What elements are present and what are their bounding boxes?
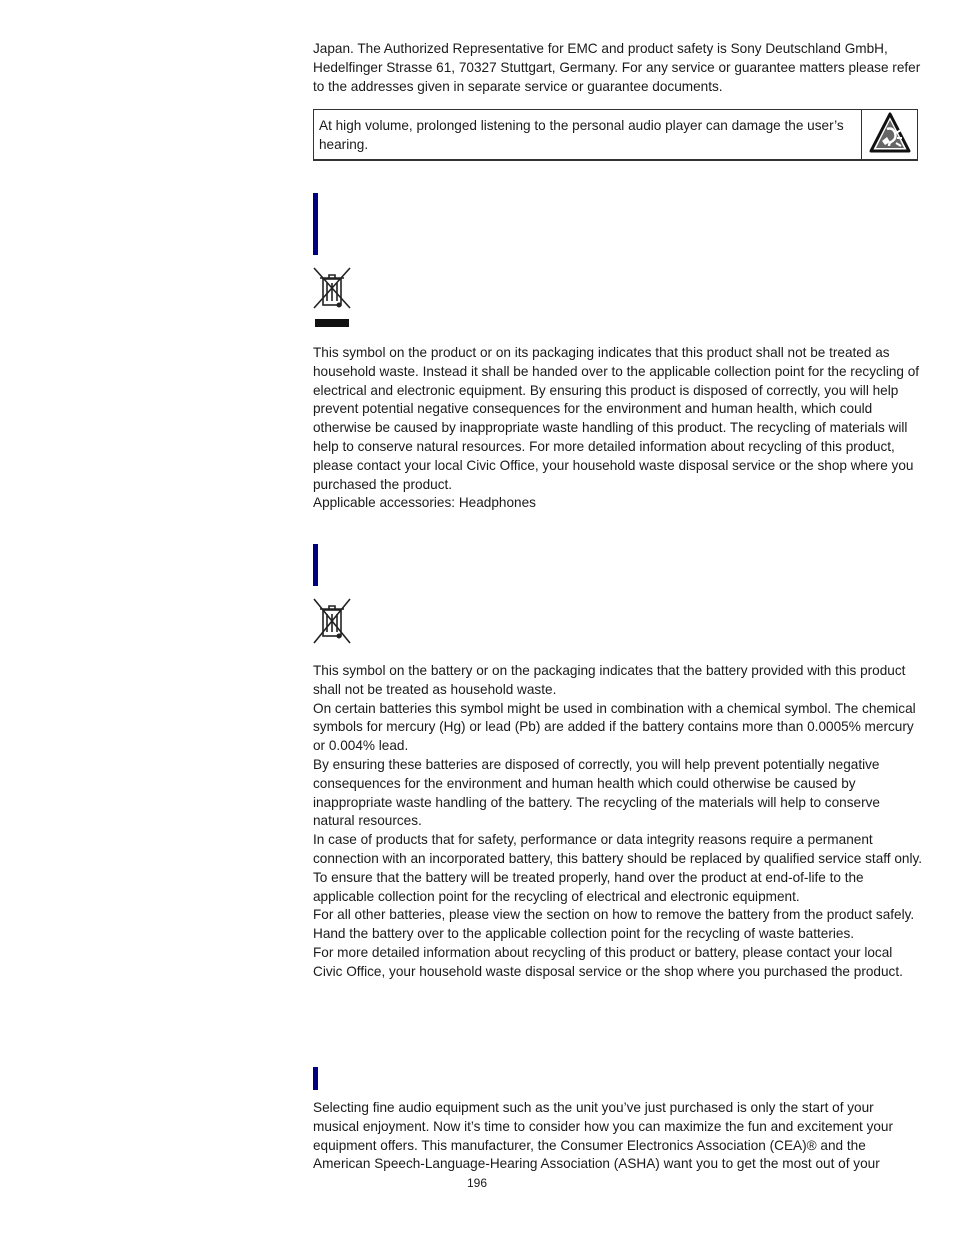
hearing-warning-text: At high volume, prolonged listening to the personal audio player can damage the user’s hearing. — [319, 118, 844, 152]
intro-text: Japan. The Authorized Representative for EMC and product safety is Sony Deutschland GmbH, Hedelfinger Strasse 61, 70327 Stuttgart, Germany. For any service or guarantee matters please refer to the addresses given in separate service or guarantee documents. — [313, 41, 921, 94]
applicable-accessories: Applicable accessories: Headphones — [313, 495, 536, 511]
intro-paragraph — [313, 40, 923, 96]
cea-section-body — [313, 1099, 923, 1174]
battery-paragraph: By ensuring these batteries are disposed of correctly, you will help prevent potentially negative consequences for the environment and human health which could otherwise be caused by inappropriate waste handling of the battery. The recycling of the materials will help to conserve natural resources. — [313, 756, 880, 829]
crossed-out-wheelie-bin-icon — [312, 598, 354, 649]
battery-paragraph: For more detailed information about recycling of this product or battery, please contact your local Civic Office, your household waste disposal service or the shop where you purchased the product. — [313, 944, 903, 979]
cea-description: Selecting fine audio equipment such as the unit you’ve just purchased is only the start of your musical enjoyment. Now it’s time to consider how you can maximize the fun and excitement your equipment offers. This manufacturer, the Consumer Electronics Association (CEA)® and the American Speech-Language-Hearing Association (ASHA) want you to get the most out of your — [313, 1100, 894, 1172]
battery-paragraph: For all other batteries, please view the section on how to remove the battery from the product safely. Hand the battery over to the applicable collection point for the recycling of waste batteries. — [313, 907, 915, 942]
battery-paragraph: On certain batteries this symbol might be used in combination with a chemical symbol. The chemical symbols for mercury (Hg) or lead (Pb) are added if the battery contains more than 0.0005% mercury or 0.004% lead. — [313, 700, 916, 754]
section-heading-bar-weee — [313, 193, 318, 255]
battery-paragraph: This symbol on the battery or on the packaging indicates that the battery provided with this product shall not be treated as household waste. — [313, 663, 906, 697]
section-heading-bar-battery — [313, 544, 318, 586]
page-number: 196 — [467, 1176, 488, 1190]
battery-section-body — [313, 662, 923, 982]
battery-paragraph: To ensure that the battery will be treated properly, hand over the product at end-of-life to the applicable collection point for the recycling of electrical and electronic equipment. — [313, 869, 864, 904]
weee-section-body — [313, 344, 923, 513]
battery-paragraph: In case of products that for safety, performance or data integrity reasons require a permanent connection with an incorporated battery, this battery should be replaced by qualified service staff only. — [313, 832, 923, 866]
crossed-out-wheelie-bin-icon — [312, 267, 354, 332]
weee-description: This symbol on the product or on its packaging indicates that this product shall not be treated as household waste. Instead it shall be handed over to the applicable collection point for the recycling of electrical and electronic equipment. By ensuring this product is disposed of correctly, you will help prevent potential negative consequences for the environment and human health, which could otherwise be caused by inappropriate waste handling of this product. The recycling of materials will help to conserve natural resources. For more detailed information about recycling of this product, please contact your local Civic Office, your household waste disposal service or the shop where you purchased the product. — [313, 345, 920, 492]
hearing-damage-warning-icon — [868, 111, 912, 158]
section-heading-bar-cea — [313, 1067, 318, 1090]
hearing-warning-box — [313, 109, 918, 161]
